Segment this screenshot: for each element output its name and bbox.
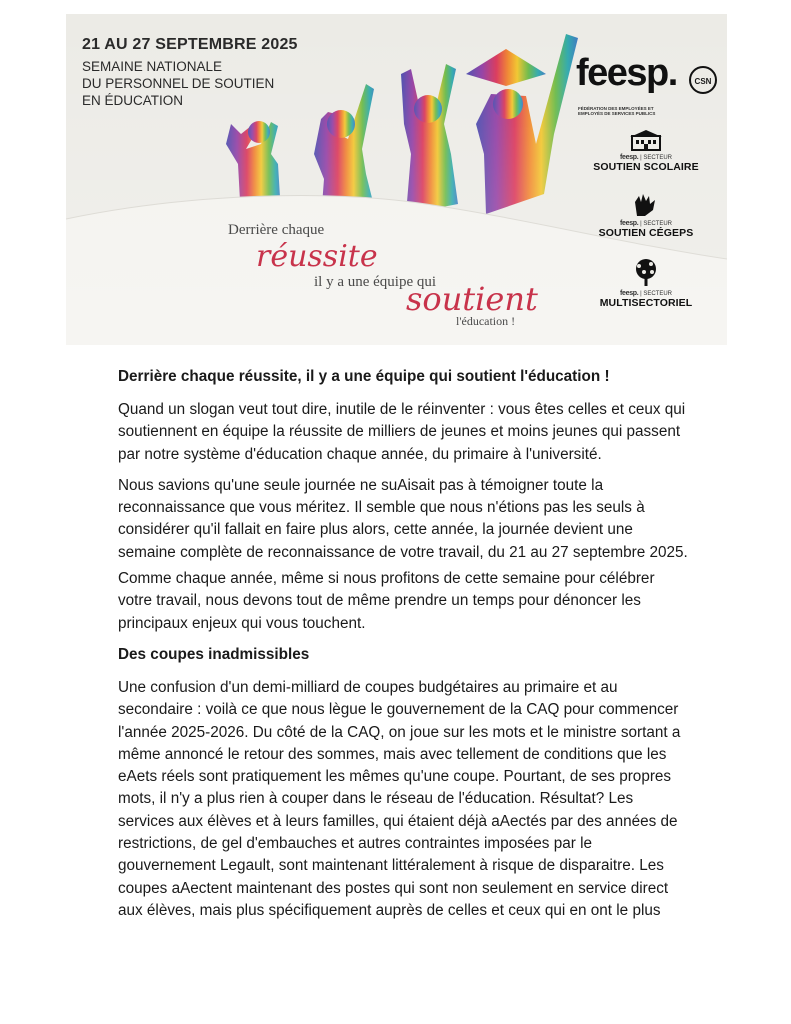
hero-banner (66, 14, 727, 345)
sector-name: SOUTIEN CÉGEPS (598, 227, 694, 239)
subtitle-line: SEMAINE NATIONALE (82, 59, 223, 74)
slogan-line3: l'éducation ! (456, 314, 516, 328)
sector-label: SECTEUR (643, 221, 672, 227)
sector-soutien-scolaire: feesp. | SECTEUR SOUTIEN SCOLAIRE (571, 128, 721, 173)
federation-name: FÉDÉRATION DES EMPLOYÉES ET EMPLOYÉS DE SERVICES PUBLICS (578, 106, 656, 116)
article-paragraph: Nous savions qu'une seule journée ne suAisait pas à témoigner toute la reconnaissance que vous méritez. Il semble que nous n'étions pas les seuls à considérer qu'il fallait en faire plus alors, cette année, la journée devient une semaine complète de reconnaissance de votre travail, du 21 au 27 septembre 2025. (118, 476, 688, 561)
article-paragraph: Comme chaque année, même si nous profitons de cette semaine pour célébrer votre travail, nous devons tout de même prendre un temps pour dénoncer les principaux enjeux qui vous touchent. (118, 570, 655, 632)
sector-prefix: feesp. (619, 154, 639, 161)
subtitle-line: DU PERSONNEL DE SOUTIEN (82, 76, 275, 91)
slogan-word-soutient: soutient (406, 280, 538, 318)
sector-name: SOUTIEN SCOLAIRE (593, 161, 699, 173)
slogan-line1: Derrière chaque (228, 222, 325, 238)
sector-label: SECTEUR (643, 155, 672, 161)
csn-logo: CSN (689, 66, 717, 94)
event-date: 21 AU 27 SEPTEMBRE 2025 (82, 36, 298, 53)
school-building-icon (629, 128, 663, 152)
sector-label: SECTEUR (643, 291, 672, 297)
article-body (118, 366, 688, 931)
article-paragraph: Quand un slogan veut tout dire, inutile de le réinventer : vous êtes celles et ceux qui soutiennent en équipe la réussite de milliers de jeunes et moins jeunes qui passent par notre système d'éducation chaque année, du primaire à l'université. (118, 401, 686, 463)
article-heading: Derrière chaque réussite, il y a une équipe qui soutient l'éducation ! (118, 368, 610, 385)
subtitle-line: EN ÉDUCATION (82, 93, 184, 108)
section-paragraph: Une confusion d'un demi-milliard de coupes budgétaires au primaire et au secondaire : voilà ce que nous lègue le gouvernement de la CAQ pour commencer l'année 2025-2026. Du côté de la CAQ, on joue sur les mots et le ministre sortant a même annoncé le retour des sommes, mais avec tellement de conditions que les eAets réels sont pratiquement les mêmes qu'une coupe. Pourtant, de ses propres mots, il n'y a plus rien à couper dans le réseau de l'éducation. Résultat? Les services aux élèves et à leurs familles, qui étaient déjà aAectés par des années de restrictions, de gel d'embauches et autres contraintes imposées par le gouvernement Legault, sont maintenant littéralement à risque de disparaitre. Les coupes aAectent maintenant des postes qui sont non seulement en service direct aux élèves, mais plus spécifiquement auprès de celles et ceux qui en ont le plus (118, 678, 681, 919)
sector-multisectoriel: feesp. | SECTEUR MULTISECTORIEL (571, 258, 721, 309)
sector-prefix: feesp. (619, 290, 639, 297)
sector-soutien-cegeps: feesp. | SECTEUR SOUTIEN CÉGEPS (571, 192, 721, 239)
slogan-word-reussite: réussite (256, 239, 378, 274)
section-heading: Des coupes inadmissibles (118, 645, 310, 663)
tree-icon (630, 258, 662, 288)
sector-name: MULTISECTORIEL (599, 297, 693, 309)
hands-icon (631, 192, 661, 218)
slogan-line2: il y a une équipe qui (314, 274, 437, 290)
sector-prefix: feesp. (619, 220, 639, 227)
feesp-logo: feesp. (576, 52, 677, 94)
